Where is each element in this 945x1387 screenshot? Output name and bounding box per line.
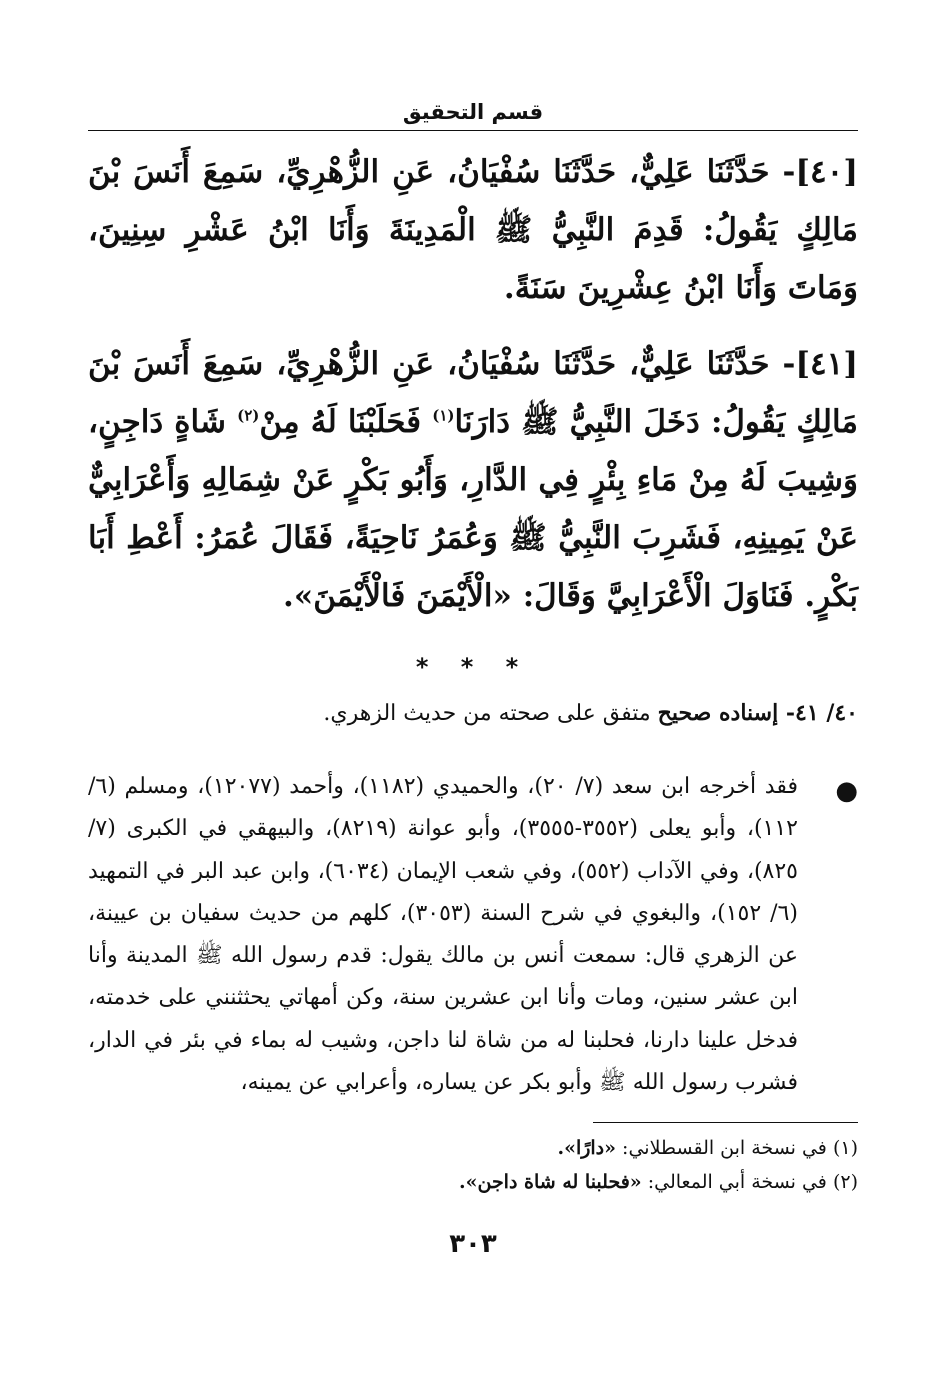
- footnote-quote: «فحلبنا له شاة داجن».: [458, 1171, 642, 1194]
- grading-label: ٤٠/ ٤١- إسناده صحيح: [657, 700, 858, 726]
- hadith-number: [٤١]-: [782, 346, 858, 382]
- footnote-1: [88, 1131, 858, 1165]
- footnote-quote: «دارًا».: [557, 1137, 617, 1160]
- footnote-number: (٢): [832, 1171, 858, 1194]
- hadith-number: [٤٠]-: [782, 154, 858, 190]
- hadith-text: حَدَّثَنَا عَلِيٌّ، حَدَّثَنَا سُفْيَانُ، عَنِ الزُّهْرِيِّ، سَمِعَ أَنَسَ بْنَ مَالِكٍ يَقُولُ: قَدِمَ النَّبِيُّ ﷺ الْمَدِينَةَ وَأَنَا ابْنُ عَشْرِ سِنِينَ، وَمَاتَ وَأَنَا ابْنُ عِشْرِينَ سَنَةً.: [88, 154, 858, 306]
- section-separator: * * *: [415, 653, 531, 681]
- running-header: [88, 100, 858, 131]
- grading-text: متفق على صحته من حديث الزهري.: [323, 701, 658, 726]
- hadith-text-part: فَحَلَبْنَا لَهُ مِنْ: [259, 404, 433, 440]
- header-title: قسم التحقيق: [402, 100, 544, 124]
- grading-line: [88, 695, 858, 732]
- bullet-icon: ●: [835, 776, 858, 806]
- document-page: [88, 100, 858, 1259]
- footnote-text: في نسخة أبي المعالي:: [641, 1171, 833, 1194]
- footnote-ref-1[interactable]: (١): [432, 406, 455, 425]
- footnote-ref-2[interactable]: (٢): [237, 406, 260, 425]
- footnote-number: (١): [832, 1137, 858, 1160]
- footnote-text: في نسخة ابن القسطلاني:: [616, 1137, 833, 1160]
- footnote-divider: [593, 1122, 858, 1123]
- footnotes: [88, 1131, 858, 1199]
- hadith-41: [88, 335, 858, 625]
- hadith-text-part: شَاةٍ دَاجِنٍ، وَشِيبَ لَهُ مِنْ مَاءِ بِئْرٍ فِي الدَّارِ، وَأَبُو بَكْرٍ عَنْ شِمَالِهِ وَأَعْرَابِيٌّ عَنْ يَمِينِهِ، فَشَرِبَ النَّبِيُّ ﷺ وَعُمَرُ نَاحِيَةً، فَقَالَ عُمَرُ: أَعْطِ أَبَا بَكْرٍ. فَنَاوَلَ الْأَعْرَابِيَّ وَقَالَ: «الْأَيْمَنَ فَالْأَيْمَنَ».: [88, 404, 858, 614]
- page-number: ٣٠٣: [449, 1229, 497, 1260]
- hadith-text-part: حَدَّثَنَا عَلِيٌّ، حَدَّثَنَا سُفْيَانُ، عَنِ الزُّهْرِيِّ، سَمِعَ أَنَسَ بْنَ مَالِكٍ يَقُولُ: دَخَلَ النَّبِيُّ ﷺ دَارَنَا: [88, 346, 858, 440]
- footnote-2: [88, 1165, 858, 1199]
- takhrij-text: فقد أخرجه ابن سعد (٧/ ٢٠)، والحميدي (١١٨٢)، وأحمد (١٢٠٧٧)، ومسلم (٦/ ١١٢)، وأبو يعلى (٣٥٥٢-٣٥٥٥)، وأبو عوانة (٨٢١٩)، والبيهقي في الكبرى (٧/ ٨٢٥)، وفي الآداب (٥٥٢)، وفي شعب الإيمان (٦٠٣٤)، وابن عبد البر في التمهيد (٦/ ١٥٢)، والبغوي في شرح السنة (٣٠٥٣)، كلهم من حديث سفيان بن عيينة، عن الزهري قال: سمعت أنس بن مالك يقول: قدم رسول الله ﷺ المدينة وأنا ابن عشر سنين، ومات وأنا ابن عشرين سنة، وكن أمهاتي يحثثنني على خدمته، فدخل علينا دارنا، فحلبنا له من شاة لنا داجن، وشيب له بماء في بئر في الدار، فشرب رسول الله ﷺ وأبو بكر عن يساره، وأعرابي عن يمينه،: [88, 774, 798, 1096]
- takhrij-paragraph: [88, 766, 858, 1104]
- hadith-40: [88, 143, 858, 317]
